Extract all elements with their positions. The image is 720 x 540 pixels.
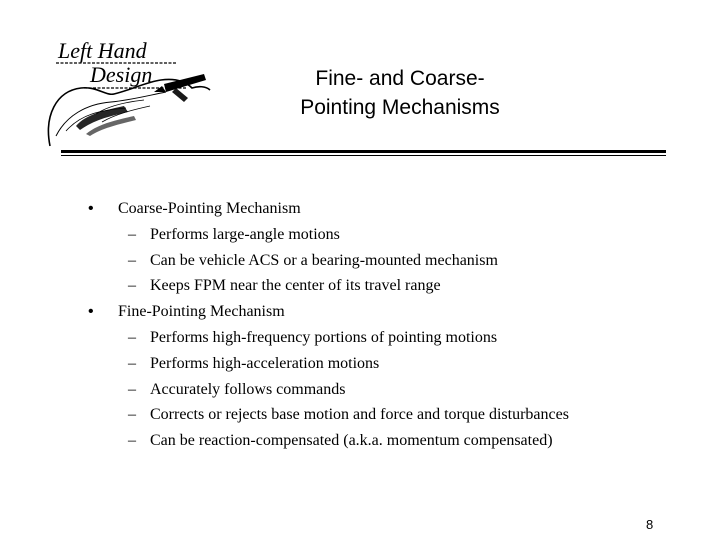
dash-icon: – bbox=[128, 225, 136, 243]
sub-item bbox=[86, 222, 686, 248]
sub-item bbox=[86, 325, 686, 351]
sub-item-text: Performs high-acceleration motions bbox=[150, 354, 380, 372]
logo-word-design: Design bbox=[90, 62, 153, 87]
hand-logo-drawing bbox=[36, 36, 218, 154]
dash-icon: – bbox=[128, 328, 136, 346]
sub-item bbox=[86, 273, 686, 299]
sub-item bbox=[86, 402, 686, 428]
title-line-1: Fine- and Coarse- bbox=[315, 67, 485, 90]
hand-logo-icon bbox=[36, 36, 218, 154]
dash-icon: – bbox=[128, 406, 136, 424]
sub-item-text: Performs large-angle motions bbox=[150, 225, 340, 243]
bullet-text: Coarse-Pointing Mechanism bbox=[118, 200, 301, 217]
bullet-dot-icon: • bbox=[88, 200, 94, 217]
bullet-item bbox=[86, 196, 686, 222]
sub-item-text: Performs high-frequency portions of pointing motions bbox=[150, 328, 498, 346]
title-line-2: Pointing Mechanisms bbox=[300, 96, 500, 119]
sub-item bbox=[86, 248, 686, 274]
slide-title bbox=[250, 64, 550, 122]
logo-word-left-hand: Left Hand bbox=[58, 38, 147, 63]
sub-item-text: Accurately follows commands bbox=[150, 380, 346, 398]
sub-item bbox=[86, 351, 686, 377]
page-number: 8 bbox=[646, 517, 654, 532]
sub-item bbox=[86, 377, 686, 403]
divider-thin-line bbox=[61, 155, 666, 156]
dash-icon: – bbox=[128, 277, 136, 295]
bullet-dot-icon: • bbox=[88, 303, 94, 321]
bullet-text: Fine-Pointing Mechanism bbox=[118, 303, 285, 321]
dash-icon: – bbox=[128, 380, 136, 398]
bullet-item bbox=[86, 299, 686, 325]
dash-icon: – bbox=[128, 432, 136, 450]
sub-item-text: Keeps FPM near the center of its travel range bbox=[150, 277, 441, 295]
title-divider bbox=[61, 150, 666, 156]
dash-icon: – bbox=[128, 251, 136, 269]
sub-item-text: Can be reaction-compensated (a.k.a. momentum compensated) bbox=[150, 432, 553, 450]
dash-icon: – bbox=[128, 354, 136, 372]
sub-item-text: Can be vehicle ACS or a bearing-mounted mechanism bbox=[150, 251, 498, 269]
slide-content bbox=[86, 196, 686, 454]
divider-thick-line bbox=[61, 150, 666, 153]
sub-item bbox=[86, 428, 686, 454]
sub-item-text: Corrects or rejects base motion and force and torque disturbances bbox=[150, 406, 569, 424]
